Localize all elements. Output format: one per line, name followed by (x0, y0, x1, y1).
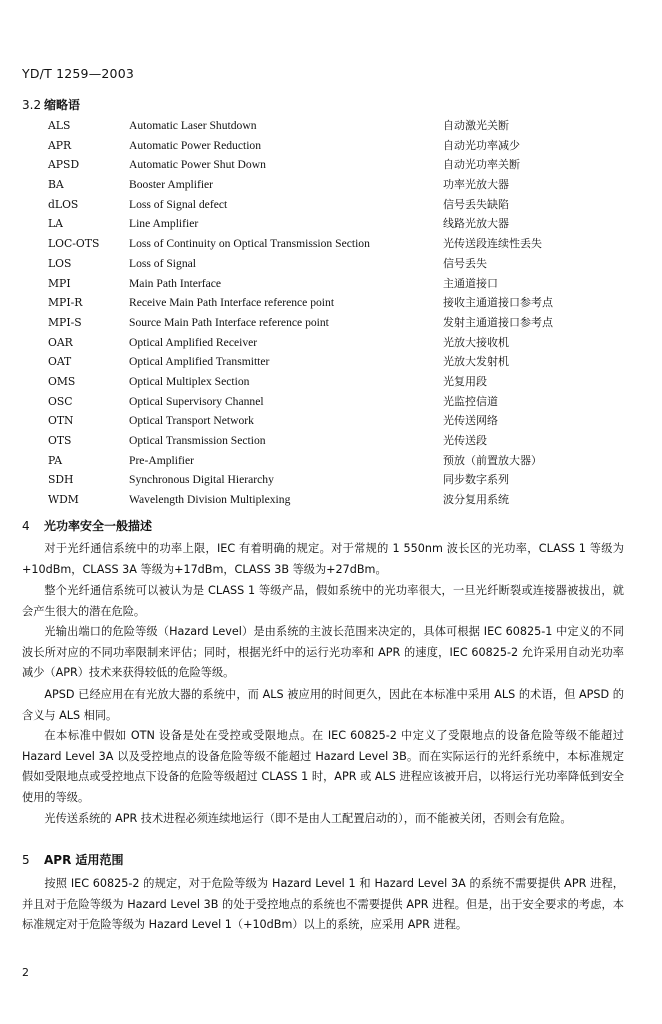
abbreviation-english: Loss of Signal (129, 256, 196, 270)
abbreviation-chinese: 同步数字系列 (443, 473, 509, 487)
abbreviation-english: Main Path Interface (129, 276, 222, 290)
paragraph: 在本标准中假如 OTN 设备是处在受控或受限地点。在 IEC 60825-2 中定义了受限地点的设备危险等级不能超过 Hazard Level 3A 以及受控地点的设备危险等级不能超过 Hazard Level 3B。而在实际运行的光纤系统中，本标准规定假如受限地点或受控地点下设备的危险等级超过 CLASS 1 时，APR 或 ALS 进程应该被开启，以将运行光功率降低到安全使用的等级。 (22, 729, 624, 804)
abbreviation-row (48, 116, 648, 136)
abbreviation-code: ALS (48, 119, 71, 132)
abbreviation-chinese: 接收主通道接口参考点 (443, 296, 553, 310)
abbreviation-english: Wavelength Division Multiplexing (129, 493, 291, 507)
abbreviation-code: APSD (48, 158, 80, 172)
abbreviation-code: OTN (48, 414, 74, 428)
abbreviation-chinese: 光传送段 (443, 434, 487, 447)
section-heading-abbreviations (22, 96, 80, 113)
abbreviation-row (48, 293, 648, 313)
abbreviation-row (48, 313, 648, 333)
abbreviation-chinese: 光监控信道 (443, 394, 498, 408)
abbreviation-english: Optical Multiplex Section (129, 374, 250, 388)
paragraph: 对于光纤通信系统中的功率上限，IEC 有着明确的规定。对于常规的 1 550nm 波长区的光功率，CLASS 1 等级为+10dBm，CLASS 3A 等级为+17dBm，CLASS 3B 等级为+27dBm。 (22, 542, 624, 576)
abbreviation-code: MPI (48, 276, 71, 290)
abbreviation-row (48, 155, 648, 175)
abbreviation-english: Optical Transmission Section (129, 434, 266, 447)
abbreviation-code: MPI-S (48, 315, 82, 329)
abbreviation-row (48, 470, 648, 490)
abbreviation-row (48, 411, 648, 431)
section-title: 光功率安全一般描述 (44, 519, 153, 533)
paragraph: 整个光纤通信系统可以被认为是 CLASS 1 等级产品，假如系统中的光功率很大，一旦光纤断裂或连接器被拔出，就会产生很大的潜在危险。 (22, 584, 624, 618)
abbreviation-english: Optical Amplified Receiver (129, 335, 258, 349)
abbreviation-row (48, 392, 648, 412)
abbreviation-code: LOC-OTS (48, 237, 100, 251)
abbreviation-english: Receive Main Path Interface reference point (129, 296, 335, 310)
abbreviations-table (48, 116, 648, 510)
abbreviation-code: MPI-R (48, 296, 83, 310)
abbreviation-row (48, 372, 648, 392)
abbreviation-chinese: 波分复用系统 (443, 493, 509, 507)
section-number: 4 (22, 519, 30, 533)
abbreviation-english: Automatic Power Reduction (129, 138, 262, 152)
abbreviation-code: APR (48, 138, 72, 152)
paragraph: 按照 IEC 60825-2 的规定，对于危险等级为 Hazard Level 1 和 Hazard Level 3A 的系统不需要提供 APR 进程，并且对于危险等级为 Hazard Level 3B 的处于受控地点的系统也不需要提供 APR 进程。但是，出于安全要求的考虑，本标准规定对于危险等级为 Hazard Level 1（+10dBm）以上的系统，应采用 APR 进程。 (22, 877, 624, 932)
abbreviation-english: Loss of Signal defect (129, 197, 228, 211)
abbreviation-chinese: 发射主通道接口参考点 (443, 315, 553, 329)
abbreviation-english: Booster Amplifier (129, 178, 214, 192)
abbreviation-chinese: 功率光放大器 (443, 178, 509, 192)
abbreviation-row (48, 274, 648, 294)
paragraph: 光输出端口的危险等级（Hazard Level）是由系统的主波长范围来决定的，具体可根据 IEC 60825-1 中定义的不同波长所对应的不同功率限制来评估；同时，根据光纤中的运行光功率和 APR 的速度，IEC 60825-2 允许采用自动光功率减少（APR）技术来获得较低的危险等级。 (22, 625, 624, 680)
abbreviation-chinese: 光传送段连续性丢失 (443, 237, 542, 251)
abbreviation-code: LA (48, 217, 63, 231)
abbreviation-code: OAR (48, 335, 73, 349)
abbreviation-code: WDM (48, 493, 79, 507)
abbreviation-english: Source Main Path Interface reference point (129, 315, 329, 329)
abbreviation-english: Automatic Laser Shutdown (129, 119, 257, 132)
abbreviation-code: OMS (48, 374, 76, 388)
abbreviation-chinese: 光传送网络 (443, 414, 498, 428)
abbreviation-row (48, 214, 648, 234)
paragraph: APSD 已经应用在有光放大器的系统中，而 ALS 被应用的时间更久，因此在本标准中采用 ALS 的术语，但 APSD 的含义与 ALS 相同。 (22, 688, 624, 722)
abbreviation-code: dLOS (48, 197, 79, 211)
abbreviation-chinese: 信号丢失 (443, 256, 487, 270)
abbreviation-english: Line Amplifier (129, 217, 199, 231)
abbreviation-code: OTS (48, 434, 72, 447)
abbreviation-row (48, 195, 648, 215)
section-heading-5 (22, 851, 124, 868)
abbreviation-chinese: 自动光功率关断 (443, 158, 520, 172)
abbreviation-row (48, 431, 648, 451)
abbreviation-english: Automatic Power Shut Down (129, 158, 266, 172)
section-number: 3.2 (22, 98, 42, 112)
section-number: 5 (22, 853, 30, 867)
abbreviation-row (48, 175, 648, 195)
abbreviation-code: LOS (48, 256, 72, 270)
abbreviation-code: BA (48, 178, 64, 192)
abbreviation-code: OAT (48, 355, 72, 369)
abbreviation-english: Synchronous Digital Hierarchy (129, 473, 274, 487)
abbreviation-row (48, 136, 648, 156)
page-number: 2 (22, 966, 29, 979)
abbreviation-chinese: 自动光功率减少 (443, 138, 520, 152)
abbreviation-english: Pre-Amplifier (129, 453, 195, 467)
abbreviation-chinese: 信号丢失缺陷 (443, 197, 509, 211)
abbreviation-code: SDH (48, 473, 74, 487)
abbreviation-code: PA (48, 453, 63, 467)
paragraph: 光传送系统的 APR 技术进程必须连续地运行（即不是由人工配置启动的），而不能被关闭，否则会有危险。 (44, 812, 572, 825)
section-heading-4 (22, 517, 152, 534)
abbreviation-row (48, 254, 648, 274)
abbreviation-chinese: 预放（前置放大器） (443, 453, 542, 467)
abbreviation-english: Optical Transport Network (129, 414, 254, 428)
abbreviation-code: OSC (48, 394, 73, 408)
abbreviation-chinese: 光放大接收机 (443, 335, 509, 349)
abbreviation-english: Optical Amplified Transmitter (129, 355, 270, 369)
abbreviation-chinese: 主通道接口 (443, 276, 498, 290)
abbreviation-row (48, 352, 648, 372)
abbreviation-chinese: 自动激光关断 (443, 119, 509, 132)
abbreviation-row (48, 451, 648, 471)
abbreviation-english: Loss of Continuity on Optical Transmission Section (129, 237, 370, 251)
abbreviation-chinese: 光放大发射机 (443, 355, 509, 369)
abbreviation-english: Optical Supervisory Channel (129, 394, 264, 408)
abbreviation-row (48, 234, 648, 254)
abbreviation-chinese: 线路光放大器 (443, 217, 509, 231)
abbreviation-chinese: 光复用段 (443, 374, 487, 388)
abbreviation-row (48, 490, 648, 510)
document-code: YD/T 1259—2003 (22, 66, 135, 81)
section-title: 缩略语 (44, 98, 81, 112)
section-title: APR 适用范围 (44, 853, 124, 867)
abbreviation-row (48, 333, 648, 353)
